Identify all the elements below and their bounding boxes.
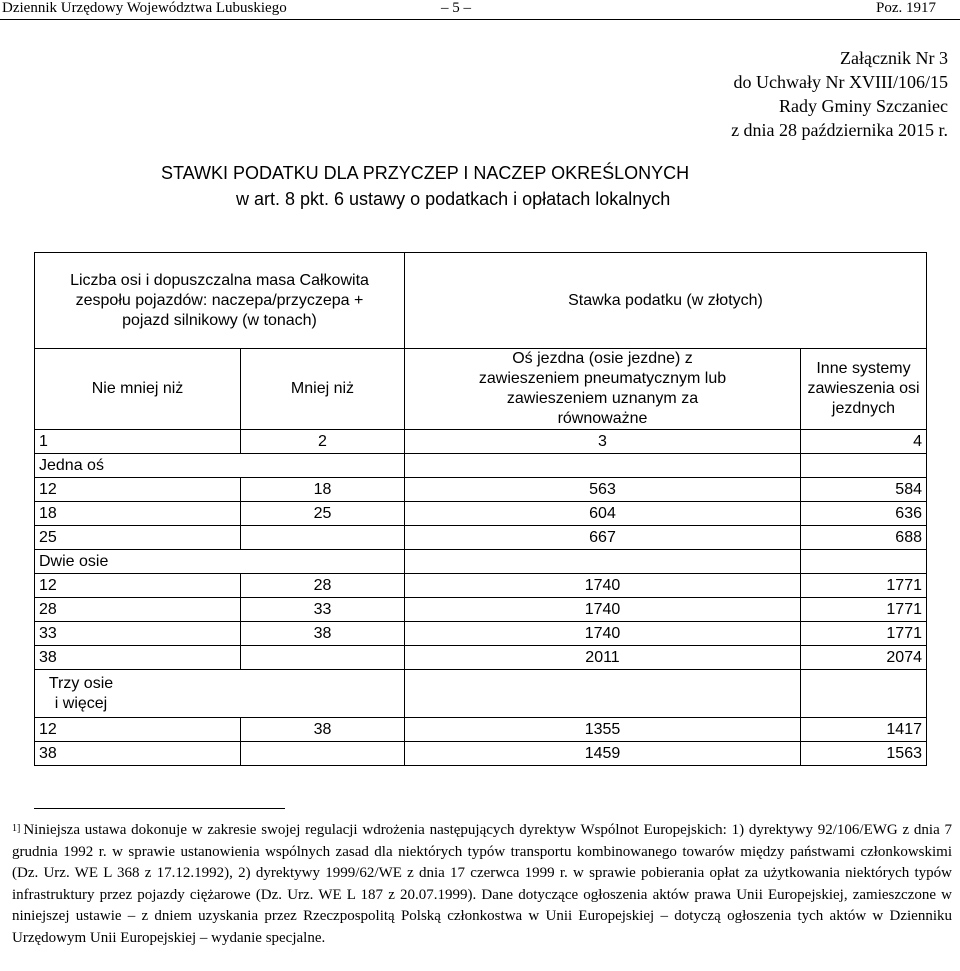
table-row (35, 598, 927, 622)
page-header (0, 0, 960, 18)
cell-other: 584 (801, 478, 927, 502)
cell-pneumatic: 1355 (405, 718, 801, 742)
annex-line: Załącznik Nr 3 (840, 48, 948, 68)
col-pneumatic-header: Oś jezdna (osie jezdne) z zawieszeniem pneumatycznym lub zawieszeniem uznanym za równoważne (405, 349, 801, 430)
annex-block (731, 46, 948, 142)
cell-other: 1771 (801, 574, 927, 598)
title-line: STAWKI PODATKU DLA PRZYCZEP I NACZEP OKREŚLONYCH (161, 163, 690, 183)
cell-pneumatic: 2011 (405, 646, 801, 670)
table-cell (405, 550, 801, 574)
footnote-marker: 1] (12, 823, 21, 834)
group-label: Dwie osie (35, 550, 405, 574)
cell-max: 25 (241, 502, 405, 526)
cell-other: 2074 (801, 646, 927, 670)
table-cell (801, 670, 927, 718)
col-number: 3 (405, 430, 801, 454)
cell-other: 688 (801, 526, 927, 550)
cell-other: 1771 (801, 622, 927, 646)
journal-name: Dziennik Urzędowy Województwa Lubuskiego (2, 0, 287, 16)
position-number: Poz. 1917 (876, 0, 936, 16)
cell-max: 18 (241, 478, 405, 502)
cell-max: 38 (241, 622, 405, 646)
cell-min: 12 (35, 478, 241, 502)
table-row (35, 550, 927, 574)
col-max-header: Mniej niż (241, 349, 405, 430)
table-row (35, 742, 927, 766)
document-title (161, 160, 689, 212)
cell-min: 28 (35, 598, 241, 622)
header-rate: Stawka podatku (w złotych) (405, 253, 927, 349)
table-row (35, 526, 927, 550)
cell-min: 12 (35, 574, 241, 598)
cell-other: 1563 (801, 742, 927, 766)
annex-line: z dnia 28 października 2015 r. (731, 120, 948, 140)
cell-min: 18 (35, 502, 241, 526)
table-cell (405, 454, 801, 478)
cell-pneumatic: 1459 (405, 742, 801, 766)
cell-pneumatic: 604 (405, 502, 801, 526)
header-rule (0, 19, 960, 20)
cell-other: 636 (801, 502, 927, 526)
table-row (35, 718, 927, 742)
table-row (35, 670, 927, 718)
cell-min: 33 (35, 622, 241, 646)
footnote-rule (34, 808, 285, 809)
cell-min: 12 (35, 718, 241, 742)
header-mass: Liczba osi i dopuszczalna masa Całkowita zespołu pojazdów: naczepa/przyczepa + pojazd silnikowy (w tonach) (35, 253, 405, 349)
table-cell (801, 454, 927, 478)
cell-other: 1771 (801, 598, 927, 622)
table-row (35, 430, 927, 454)
table-row (35, 574, 927, 598)
cell-pneumatic: 1740 (405, 598, 801, 622)
col-min-header: Nie mniej niż (35, 349, 241, 430)
cell-max (241, 646, 405, 670)
cell-min: 38 (35, 742, 241, 766)
table-row (35, 622, 927, 646)
table-row (35, 502, 927, 526)
table-cell (405, 670, 801, 718)
tax-rate-table (34, 252, 927, 766)
cell-pneumatic: 563 (405, 478, 801, 502)
group-label-line: Trzy osie (48, 674, 114, 692)
title-line: w art. 8 pkt. 6 ustawy o podatkach i opłatach lokalnych (236, 189, 671, 209)
table-row (35, 454, 927, 478)
cell-min: 38 (35, 646, 241, 670)
col-number: 2 (241, 430, 405, 454)
footnote-text: Niniejsza ustawa dokonuje w zakresie swojej regulacji wdrożenia następujących dyrektyw Wspólnot Europejskich: 1) dyrektywy 92/106/EWG z dnia 7 grudnia 1992 r. w sprawie ustanowienia wspólnych zasad dla niektórych typów transportu kombinowanego towarów między państwami członkowskimi (Dz. Urz. WE L 368 z 17.12.1992), 2) dyrektywy 1999/62/WE z dnia 17 czerwca 1999 r. w sprawie pobierania opłat za użytkowania niektórych typów infrastruktury przez pojazdy ciężarowe (Dz. Urz. WE L 187 z 20.07.1999). Dane dotyczące ogłoszenia aktów prawa Unii Europejskiej, zamieszczone w niniejszej ustawie – z dniem uzyskania przez Rzeczpospolitą Polską członkostwa w Unii Europejskiej – dotyczą ogłoszenia tych aktów w Dzienniku Urzędowym Unii Europejskiej – wydanie specjalne. (12, 822, 952, 946)
group-label: Jedna oś (35, 454, 405, 478)
annex-line: Rady Gminy Szczaniec (779, 96, 948, 116)
col-number: 1 (35, 430, 241, 454)
cell-max (241, 742, 405, 766)
cell-min: 25 (35, 526, 241, 550)
page-number: – 5 – (441, 0, 471, 16)
cell-max: 38 (241, 718, 405, 742)
table-cell (801, 550, 927, 574)
cell-max (241, 526, 405, 550)
cell-max: 33 (241, 598, 405, 622)
group-label (35, 670, 405, 718)
col-number: 4 (801, 430, 927, 454)
table-row (35, 646, 927, 670)
annex-line: do Uchwały Nr XVIII/106/15 (733, 72, 948, 92)
footnote (12, 820, 952, 949)
cell-pneumatic: 667 (405, 526, 801, 550)
cell-pneumatic: 1740 (405, 622, 801, 646)
group-label-line: i więcej (54, 694, 108, 712)
cell-pneumatic: 1740 (405, 574, 801, 598)
cell-other: 1417 (801, 718, 927, 742)
cell-max: 28 (241, 574, 405, 598)
table-row (35, 478, 927, 502)
col-other-header: Inne systemy zawieszenia osi jezdnych (801, 349, 927, 430)
